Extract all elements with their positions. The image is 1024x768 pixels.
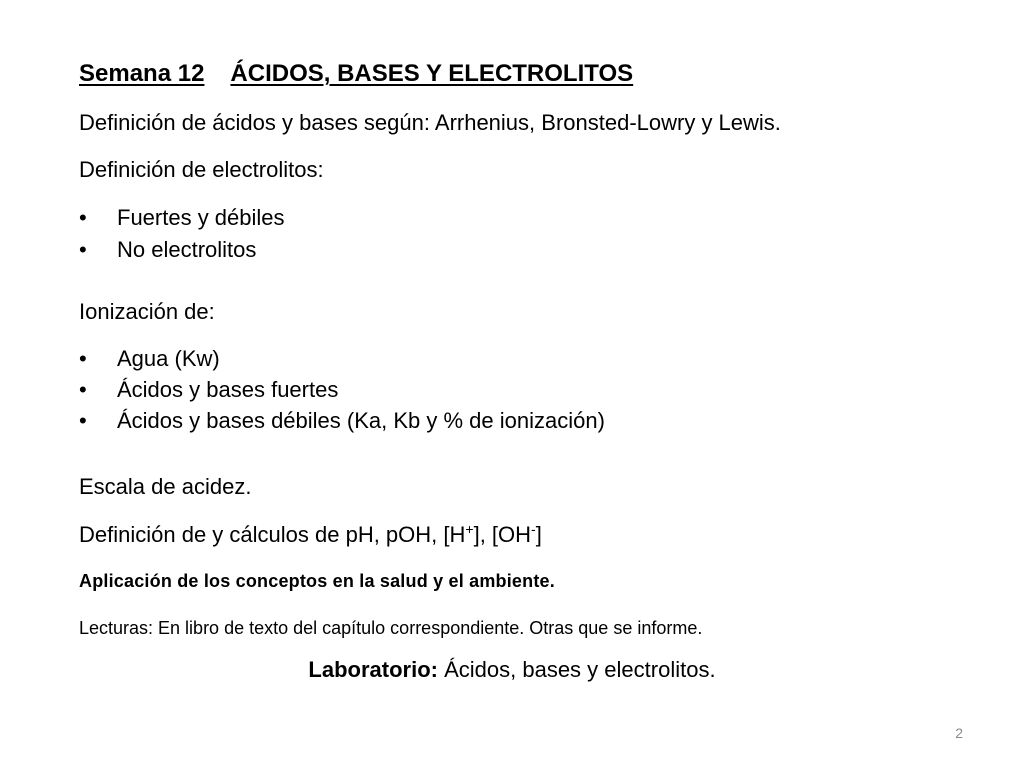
- application-line: Aplicación de los conceptos en la salud y el ambiente.: [79, 571, 555, 591]
- ph-line-end: ]: [535, 522, 542, 547]
- ph-line-prefix: Definición de y cálculos de pH, pOH, [H: [79, 522, 466, 547]
- bullet-icon: •: [79, 237, 87, 262]
- acidity-scale: Escala de acidez.: [79, 474, 252, 499]
- electrolytes-bullet-text: Fuertes y débiles: [117, 205, 285, 230]
- slide-title: [79, 60, 633, 88]
- readings-line: Lecturas: En libro de texto del capítulo correspondiente. Otras que se informe.: [79, 618, 703, 638]
- list-item: [79, 346, 220, 371]
- list-item: [79, 237, 256, 262]
- bullet-icon: •: [79, 377, 87, 402]
- ionization-heading: Ionización de:: [79, 299, 215, 324]
- laboratory-line: [0, 657, 1024, 683]
- title-topic: ÁCIDOS, BASES Y ELECTROLITOS: [230, 60, 634, 87]
- electrolytes-heading: Definición de electrolitos:: [79, 157, 324, 182]
- page-number: 2: [955, 725, 963, 741]
- ph-plus-superscript: +: [465, 521, 474, 537]
- bullet-icon: •: [79, 346, 87, 371]
- ph-definition: [79, 522, 542, 547]
- ionization-bullet-text: Ácidos y bases fuertes: [117, 377, 339, 402]
- bullet-icon: •: [79, 205, 87, 230]
- electrolytes-bullet-text: No electrolitos: [117, 237, 257, 262]
- ionization-bullet-text: Agua (Kw): [117, 346, 220, 371]
- title-week: Semana 12: [79, 60, 205, 87]
- definition-acids-bases: Definición de ácidos y bases según: Arrhenius, Bronsted-Lowry y Lewis.: [79, 110, 781, 135]
- list-item: [79, 408, 605, 433]
- lab-label: Laboratorio:: [308, 657, 438, 682]
- ionization-bullet-text: Ácidos y bases débiles (Ka, Kb y % de ionización): [117, 408, 605, 433]
- ph-minus-superscript: -: [531, 521, 536, 537]
- lab-text: Ácidos, bases y electrolitos.: [437, 657, 716, 682]
- ph-line-middle: ], [OH: [473, 522, 532, 547]
- list-item: [79, 377, 338, 402]
- bullet-icon: •: [79, 408, 87, 433]
- list-item: [79, 205, 285, 230]
